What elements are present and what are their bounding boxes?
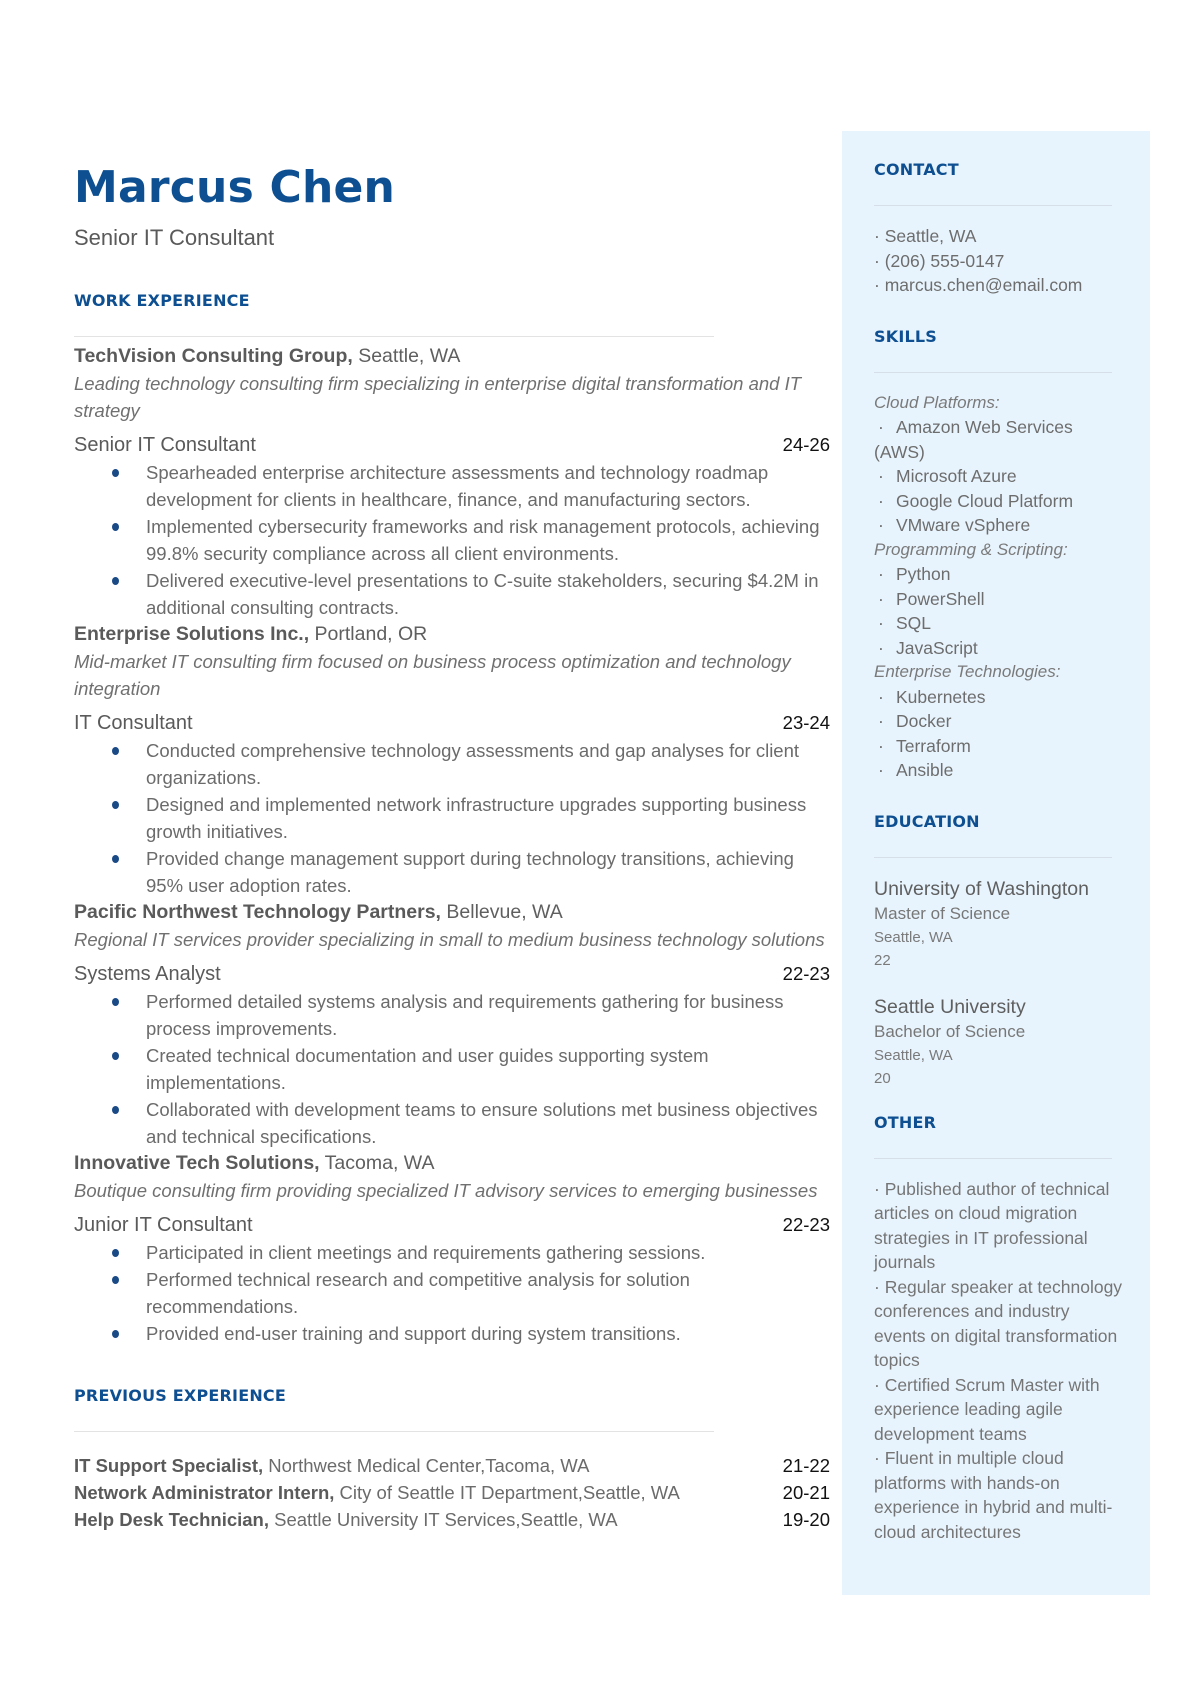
previous-experience-row xyxy=(74,1479,830,1506)
job-role: IT Consultant xyxy=(74,712,193,734)
school-location: Seattle, WA xyxy=(874,928,953,946)
previous-role: Network Administrator Intern, xyxy=(74,1482,335,1503)
skill-item xyxy=(874,513,1118,538)
section-divider xyxy=(874,205,1112,206)
previous-role: Help Desk Technician, xyxy=(74,1509,269,1530)
previous-org: Seattle University IT Services,Seattle, WA xyxy=(274,1509,618,1530)
company-line xyxy=(74,1150,830,1177)
job-entry xyxy=(74,621,830,899)
bullet-icon xyxy=(112,523,119,531)
achievement-item xyxy=(146,1266,830,1320)
skill-name: SQL xyxy=(896,613,932,633)
graduation-year: 20 xyxy=(874,1069,891,1087)
achievement-text: Conducted comprehensive technology assessments and gap analyses for client organizations. xyxy=(146,740,800,788)
achievement-text: Created technical documentation and user guides supporting system implementations. xyxy=(146,1045,709,1093)
bullet-icon: · xyxy=(878,760,884,780)
bullet-icon xyxy=(112,577,119,585)
achievement-text: Collaborated with development teams to ensure solutions met business objectives and technical specifications. xyxy=(146,1099,818,1147)
contact-list xyxy=(874,224,1118,298)
company-location: Seattle, WA xyxy=(358,345,461,367)
main-column xyxy=(74,160,830,1533)
other-item: · Regular speaker at technology conferences and industry events on digital transformation topics xyxy=(874,1276,1123,1370)
bullet-icon: · xyxy=(878,613,884,633)
skill-name: Python xyxy=(896,564,951,584)
achievement-item xyxy=(146,1042,830,1096)
achievement-text: Performed technical research and competitive analysis for solution recommendations. xyxy=(146,1269,690,1317)
other-item: · Published author of technical articles on cloud migration strategies in IT professional journals xyxy=(874,1178,1110,1272)
achievement-text: Delivered executive-level presentations to C-suite stakeholders, securing $4.2M in additional consulting contracts. xyxy=(146,570,819,618)
skill-item xyxy=(874,709,1118,734)
section-divider xyxy=(874,1158,1112,1159)
previous-experience-list xyxy=(74,1452,830,1533)
bullet-icon xyxy=(112,1052,119,1060)
role-row xyxy=(74,1211,830,1239)
previous-role: IT Support Specialist, xyxy=(74,1455,264,1476)
company-line xyxy=(74,343,830,370)
skill-name: Microsoft Azure xyxy=(896,466,1017,486)
company-location: Tacoma, WA xyxy=(324,1152,435,1174)
achievement-text: Provided end-user training and support during system transitions. xyxy=(146,1323,681,1344)
previous-role-line xyxy=(74,1452,589,1479)
skill-name: Google Cloud Platform xyxy=(896,490,1074,511)
achievement-item xyxy=(146,459,830,513)
school-name: Seattle University xyxy=(874,995,1026,1018)
previous-org: Northwest Medical Center,Tacoma, WA xyxy=(268,1455,590,1476)
school-name: University of Washington xyxy=(874,877,1089,900)
achievement-list xyxy=(74,1239,830,1347)
company-description: Regional IT services provider specializing in small to medium business technology solutions xyxy=(74,929,825,950)
work-experience-heading: WORK EXPERIENCE xyxy=(74,291,250,310)
achievement-list xyxy=(74,737,830,899)
bullet-icon: · xyxy=(878,564,884,584)
achievement-text: Provided change management support during technology transitions, achieving 95% user adoption rates. xyxy=(146,848,794,896)
school-location: Seattle, WA xyxy=(874,1046,953,1064)
sidebar xyxy=(842,131,1150,1595)
company-description: Leading technology consulting firm specializing in enterprise digital transformation and IT strategy xyxy=(74,373,802,421)
previous-dates: 19-20 xyxy=(782,1509,830,1530)
other-item: · Fluent in multiple cloud platforms with hands-on experience in hybrid and multi-cloud architectures xyxy=(874,1448,1113,1542)
company-description: Mid-market IT consulting firm focused on business process optimization and technology integration xyxy=(74,651,791,699)
achievement-item xyxy=(146,988,830,1042)
achievement-list xyxy=(74,988,830,1150)
bullet-icon: · xyxy=(878,637,884,658)
bullet-icon: · xyxy=(878,588,884,609)
skill-name: Ansible xyxy=(896,760,954,780)
previous-experience-heading: PREVIOUS EXPERIENCE xyxy=(74,1386,286,1405)
role-row xyxy=(74,431,830,459)
skill-name: Amazon Web Services (AWS) xyxy=(874,417,1073,462)
achievement-item xyxy=(146,1096,830,1150)
company-location: Portland, OR xyxy=(314,623,428,645)
education-heading: EDUCATION xyxy=(874,811,980,831)
company-name: Pacific Northwest Technology Partners, xyxy=(74,901,441,923)
degree: Master of Science xyxy=(874,903,1011,923)
section-divider xyxy=(874,372,1112,373)
skill-category: Enterprise Technologies: xyxy=(874,662,1061,681)
section-divider xyxy=(74,1431,714,1432)
job-entry xyxy=(74,343,830,621)
other-list xyxy=(874,1177,1123,1545)
candidate-name: Marcus Chen xyxy=(74,162,396,213)
other-heading: OTHER xyxy=(874,1112,937,1132)
bullet-icon xyxy=(112,1106,119,1114)
company-location: Bellevue, WA xyxy=(446,901,563,923)
jobs-list xyxy=(74,343,830,1347)
skill-item xyxy=(874,587,1118,612)
company-name: TechVision Consulting Group, xyxy=(74,345,353,367)
education-entry xyxy=(874,994,1118,1090)
section-divider xyxy=(874,857,1112,858)
contact-phone[interactable]: · (206) 555-0147 xyxy=(874,250,1005,271)
skill-name: JavaScript xyxy=(896,637,978,658)
skill-item xyxy=(874,611,1118,636)
job-entry xyxy=(74,899,830,1150)
job-role: Junior IT Consultant xyxy=(74,1214,253,1236)
company-line xyxy=(74,621,830,648)
job-dates: 22-23 xyxy=(782,963,830,984)
achievement-item xyxy=(146,513,830,567)
job-dates: 22-23 xyxy=(782,1214,830,1235)
previous-role-line xyxy=(74,1506,618,1533)
achievement-text: Implemented cybersecurity frameworks and risk management protocols, achieving 99.8% security compliance across all client environments. xyxy=(146,516,820,564)
previous-experience-row xyxy=(74,1452,830,1479)
skills-list xyxy=(874,391,1118,783)
bullet-icon xyxy=(112,855,119,863)
bullet-icon: · xyxy=(878,490,884,511)
job-role: Senior IT Consultant xyxy=(74,434,256,456)
contact-email[interactable]: · marcus.chen@email.com xyxy=(874,275,1083,295)
bullet-icon xyxy=(112,469,119,477)
skills-heading: SKILLS xyxy=(874,326,937,346)
bullet-icon: · xyxy=(878,711,884,731)
previous-org: City of Seattle IT Department,Seattle, WA xyxy=(339,1482,680,1503)
bullet-icon: · xyxy=(878,515,884,535)
achievement-item xyxy=(146,737,830,791)
degree: Bachelor of Science xyxy=(874,1021,1026,1041)
bullet-icon: · xyxy=(878,466,884,486)
bullet-icon: · xyxy=(878,417,884,437)
achievement-item xyxy=(146,1239,830,1266)
bullet-icon xyxy=(112,998,119,1006)
skill-item xyxy=(874,758,1118,783)
skill-name: PowerShell xyxy=(896,588,985,609)
education-list xyxy=(874,876,1118,1090)
achievement-item xyxy=(146,567,830,621)
skill-item xyxy=(874,489,1118,514)
company-name: Innovative Tech Solutions, xyxy=(74,1152,320,1174)
company-line xyxy=(74,899,830,926)
company-description: Boutique consulting firm providing specialized IT advisory services to emerging businesses xyxy=(74,1180,818,1201)
job-dates: 23-24 xyxy=(782,712,830,733)
achievement-item xyxy=(146,1320,830,1347)
job-dates: 24-26 xyxy=(782,434,830,455)
graduation-year: 22 xyxy=(874,951,891,969)
section-divider xyxy=(74,336,714,337)
previous-experience-row xyxy=(74,1506,830,1533)
skill-category: Cloud Platforms: xyxy=(874,392,1000,412)
achievement-text: Participated in client meetings and requirements gathering sessions. xyxy=(146,1242,706,1263)
skill-item xyxy=(874,685,1118,710)
achievement-text: Designed and implemented network infrastructure upgrades supporting business growth initiatives. xyxy=(146,794,807,842)
bullet-icon xyxy=(112,801,119,809)
previous-role-line xyxy=(74,1479,680,1506)
candidate-title: Senior IT Consultant xyxy=(74,225,275,250)
job-entry xyxy=(74,1150,830,1347)
job-role: Systems Analyst xyxy=(74,963,221,985)
achievement-text: Spearheaded enterprise architecture assessments and technology roadmap development for clients in healthcare, finance, and manufacturing sectors. xyxy=(146,462,769,510)
skill-item xyxy=(874,415,1118,464)
role-row xyxy=(74,960,830,988)
education-entry xyxy=(874,876,1118,972)
skill-item xyxy=(874,562,1118,587)
skill-name: Docker xyxy=(896,711,952,731)
bullet-icon xyxy=(112,1276,119,1284)
company-name: Enterprise Solutions Inc., xyxy=(74,623,310,645)
achievement-text: Performed detailed systems analysis and requirements gathering for business process improvements. xyxy=(146,991,784,1039)
skill-category: Programming & Scripting: xyxy=(874,539,1068,559)
bullet-icon xyxy=(112,1330,119,1338)
previous-dates: 20-21 xyxy=(782,1482,830,1503)
bullet-icon xyxy=(112,1249,119,1257)
contact-heading: CONTACT xyxy=(874,160,959,179)
skill-item xyxy=(874,636,1118,661)
contact-location: · Seattle, WA xyxy=(874,226,977,246)
skill-name: VMware vSphere xyxy=(896,515,1031,535)
achievement-item xyxy=(146,791,830,845)
role-row xyxy=(74,709,830,737)
skill-item xyxy=(874,734,1118,759)
bullet-icon xyxy=(112,747,119,755)
skill-item xyxy=(874,464,1118,489)
skill-name: Terraform xyxy=(896,735,971,756)
achievement-list xyxy=(74,459,830,621)
bullet-icon: · xyxy=(878,735,884,756)
previous-dates: 21-22 xyxy=(782,1455,830,1476)
skill-name: Kubernetes xyxy=(896,686,986,707)
achievement-item xyxy=(146,845,830,899)
other-item: · Certified Scrum Master with experience leading agile development teams xyxy=(874,1374,1100,1444)
bullet-icon: · xyxy=(878,686,884,707)
